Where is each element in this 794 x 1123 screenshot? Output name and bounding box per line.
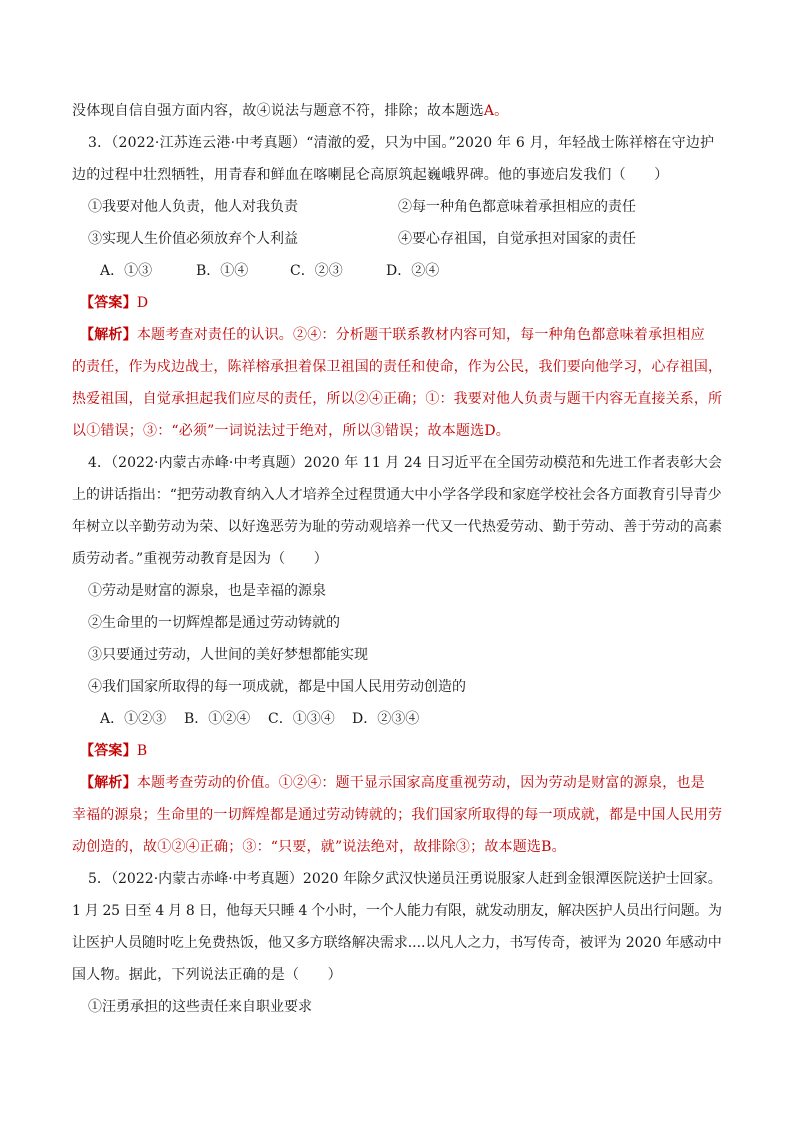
q4-option-4: ④我们国家所取得的每一项成就，都是中国人民用劳动创造的 [88, 679, 466, 695]
q4-answer-label: 【答案】 [80, 743, 137, 759]
q3-option-2: ②每一种角色都意味着承担相应的责任 [398, 199, 636, 215]
q3-analysis-line-1: 【解析】本题考查对责任的认识。②④：分析题干联系教材内容可知，每一种角色都意味着承担相应 [80, 327, 705, 343]
q3-answer-value: D [136, 295, 149, 311]
q5-stem-line-1: 5．（2022·内蒙古赤峰·中考真题）2020 年除夕武汉快递员汪勇说服家人赶到金银潭医院送护士回家。 [88, 871, 722, 887]
q4-analysis-line-3: 动创造的，故①②④正确；③：“只要，就”说法绝对，故排除③；故本题选B。 [72, 839, 566, 855]
q3-stem-line-2: 边的过程中壮烈牺牲，用青春和鲜血在喀喇昆仑高原筑起巍峨界碑。他的事迹启发我们（ ） [72, 167, 669, 183]
q4-choice-c: C．①③④ [268, 711, 335, 727]
q3-stem-line-1: 3．（2022·江苏连云港·中考真题）“清澈的爱，只为中国。”2020 年 6 月，年轻战士陈祥榕在守边护 [88, 135, 715, 151]
q3-option-1: ①我要对他人负责，他人对我负责 [88, 199, 298, 215]
q3-analysis-label: 【解析】 [80, 327, 137, 343]
q3-option-3: ③实现人生价值必须放弃个人利益 [88, 231, 298, 247]
prev-tail-text: 没体现自信自强方面内容，故④说法与题意不符，排除；故本题选 [72, 103, 484, 119]
q3-option-4: ④要心存祖国，自觉承担对国家的责任 [398, 231, 636, 247]
q4-choice-a: A．①②③ [100, 711, 167, 727]
q3-analysis-line-2: 的责任，作为戍边战士，陈祥榕承担着保卫祖国的责任和使命，作为公民，我们要向他学习，心存祖国， [72, 359, 723, 375]
q4-option-2: ②生命里的一切辉煌都是通过劳动铸就的 [88, 615, 340, 631]
q4-answer [80, 741, 147, 761]
q4-option-3: ③只要通过劳动，人世间的美好梦想都能实现 [88, 647, 368, 663]
q3-choice-c: C．②③ [290, 263, 343, 279]
q4-stem-line-3: 年树立以辛勤劳动为荣、以好逸恶劳为耻的劳动观培养一代又一代热爱劳动、勤于劳动、善于劳动的高素 [72, 519, 723, 535]
q4-choice-b: B．①②④ [184, 711, 251, 727]
q4-answer-value: B [136, 743, 148, 759]
q4-analysis-label: 【解析】 [80, 775, 137, 791]
q3-choice-b: B．①④ [196, 263, 249, 279]
q4-choice-d: D．②③④ [352, 711, 420, 727]
q4-analysis-line-1: 【解析】本题考查劳动的价值。①②④：题干显示国家高度重视劳动，因为劳动是财富的源泉，也是 [80, 775, 705, 791]
q3-choice-a: A．①③ [100, 263, 153, 279]
q3-analysis-line-4: 以①错误；③：“必须”一词说法过于绝对，所以③错误；故本题选D。 [72, 423, 510, 439]
prev-analysis-tail [72, 101, 508, 121]
q3-answer [80, 293, 148, 313]
q4-stem-line-1: 4．（2022·内蒙古赤峰·中考真题）2020 年 11 月 24 日习近平在全国劳动模范和先进工作者表彰大会 [88, 455, 722, 471]
q3-answer-label: 【答案】 [80, 295, 137, 311]
prev-tail-answer: A。 [483, 103, 509, 119]
q4-option-1: ①劳动是财富的源泉，也是幸福的源泉 [88, 583, 326, 599]
q3-choice-d: D．②④ [386, 263, 440, 279]
q4-analysis-line-2: 幸福的源泉；生命里的一切辉煌都是通过劳动铸就的；我们国家所取得的每一项成就，都是中国人民用劳 [72, 807, 723, 823]
q4-stem-line-4: 质劳动者。”重视劳动教育是因为（ ） [72, 551, 328, 567]
q5-stem-line-4: 国人物。据此，下列说法正确的是（ ） [72, 967, 342, 983]
q5-stem-line-3: 让医护人员随时吃上免费热饭，他又多方联络解决需求....以凡人之力，书写传奇，被评为 2020 年感动中 [72, 935, 722, 951]
q5-option-1: ①汪勇承担的这些责任来自职业要求 [88, 999, 312, 1015]
q3-analysis-line-3: 热爱祖国，自觉承担起我们应尽的责任，所以②④正确；①：我要对他人负责与题干内容无直接关系，所 [72, 391, 723, 407]
q4-stem-line-2: 上的讲话指出：“把劳动教育纳入人才培养全过程贯通大中小学各学段和家庭学校社会各方面教育引导青少 [72, 487, 722, 503]
q5-stem-line-2: 1 月 25 日至 4 月 8 日，他每天只睡 4 个小时，一个人能力有限，就发动朋友，解决医护人员出行问题。为 [72, 903, 722, 919]
